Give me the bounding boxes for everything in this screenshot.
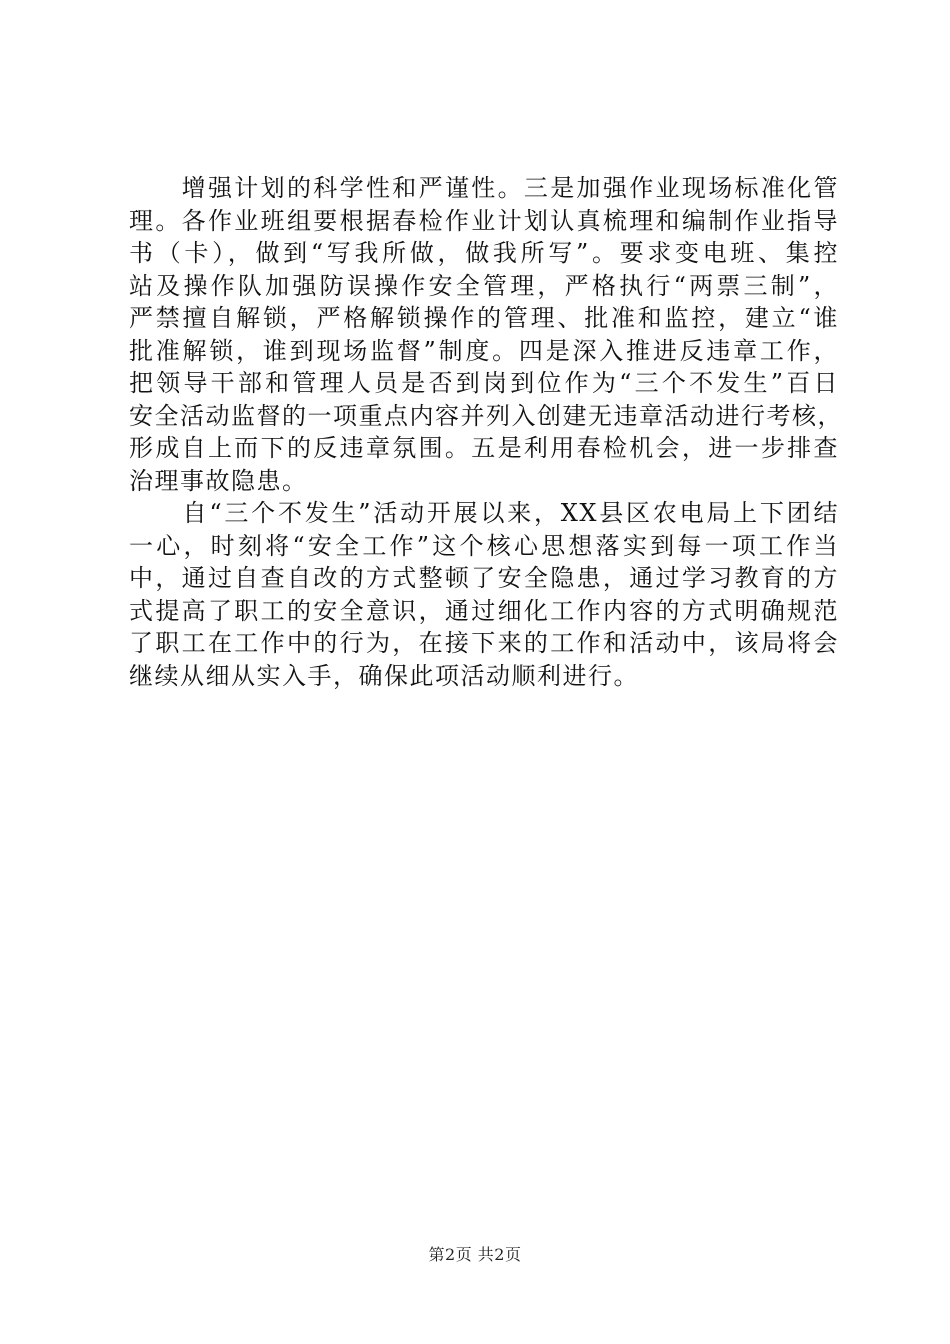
paragraph-line: 一心，时刻将“安全工作”这个核心思想落实到每一项工作当: [129, 531, 839, 560]
paragraph-line: 把领导干部和管理人员是否到岗到位作为“三个不发生”百日: [129, 369, 839, 397]
paragraph-line: 继续从细从实入手，确保此项活动顺利进行。: [129, 661, 639, 690]
paragraph-1: [129, 172, 843, 497]
paragraph-line: 式提高了职工的安全意识，通过细化工作内容的方式明确规范: [129, 596, 839, 625]
paragraph-line: 增强计划的科学性和严谨性。三是加强作业现场标准化管: [129, 174, 839, 202]
paragraph-line: 形成自上而下的反违章氛围。五是利用春检机会，进一步排查: [129, 434, 839, 462]
paragraph-line: 安全活动监督的一项重点内容并列入创建无违章活动进行考核，: [129, 401, 843, 430]
paragraph-line: 严禁擅自解锁，严格解锁操作的管理、批准和监控，建立“谁: [129, 304, 839, 332]
document-body: [129, 172, 843, 692]
paragraph-line: 站及操作队加强防误操作安全管理，严格执行“两票三制”，: [129, 271, 839, 300]
page-footer: 第2页 共2页: [428, 1245, 522, 1264]
paragraph-line: 理。各作业班组要根据春检作业计划认真梳理和编制作业指导: [129, 206, 839, 235]
paragraph-line: 自“三个不发生”活动开展以来，XX县区农电局上下团结: [129, 499, 839, 527]
paragraph-2: [129, 497, 839, 692]
paragraph-line: 批准解锁，谁到现场监督”制度。四是深入推进反违章工作，: [129, 336, 839, 365]
paragraph-line: 中，通过自查自改的方式整顿了安全隐患，通过学习教育的方: [129, 564, 839, 592]
paragraph-line: 治理事故隐患。: [129, 466, 308, 495]
paragraph-line: 书（卡），做到“写我所做，做我所写”。要求变电班、集控: [129, 239, 839, 267]
paragraph-line: 了职工在工作中的行为，在接下来的工作和活动中，该局将会: [129, 629, 839, 657]
